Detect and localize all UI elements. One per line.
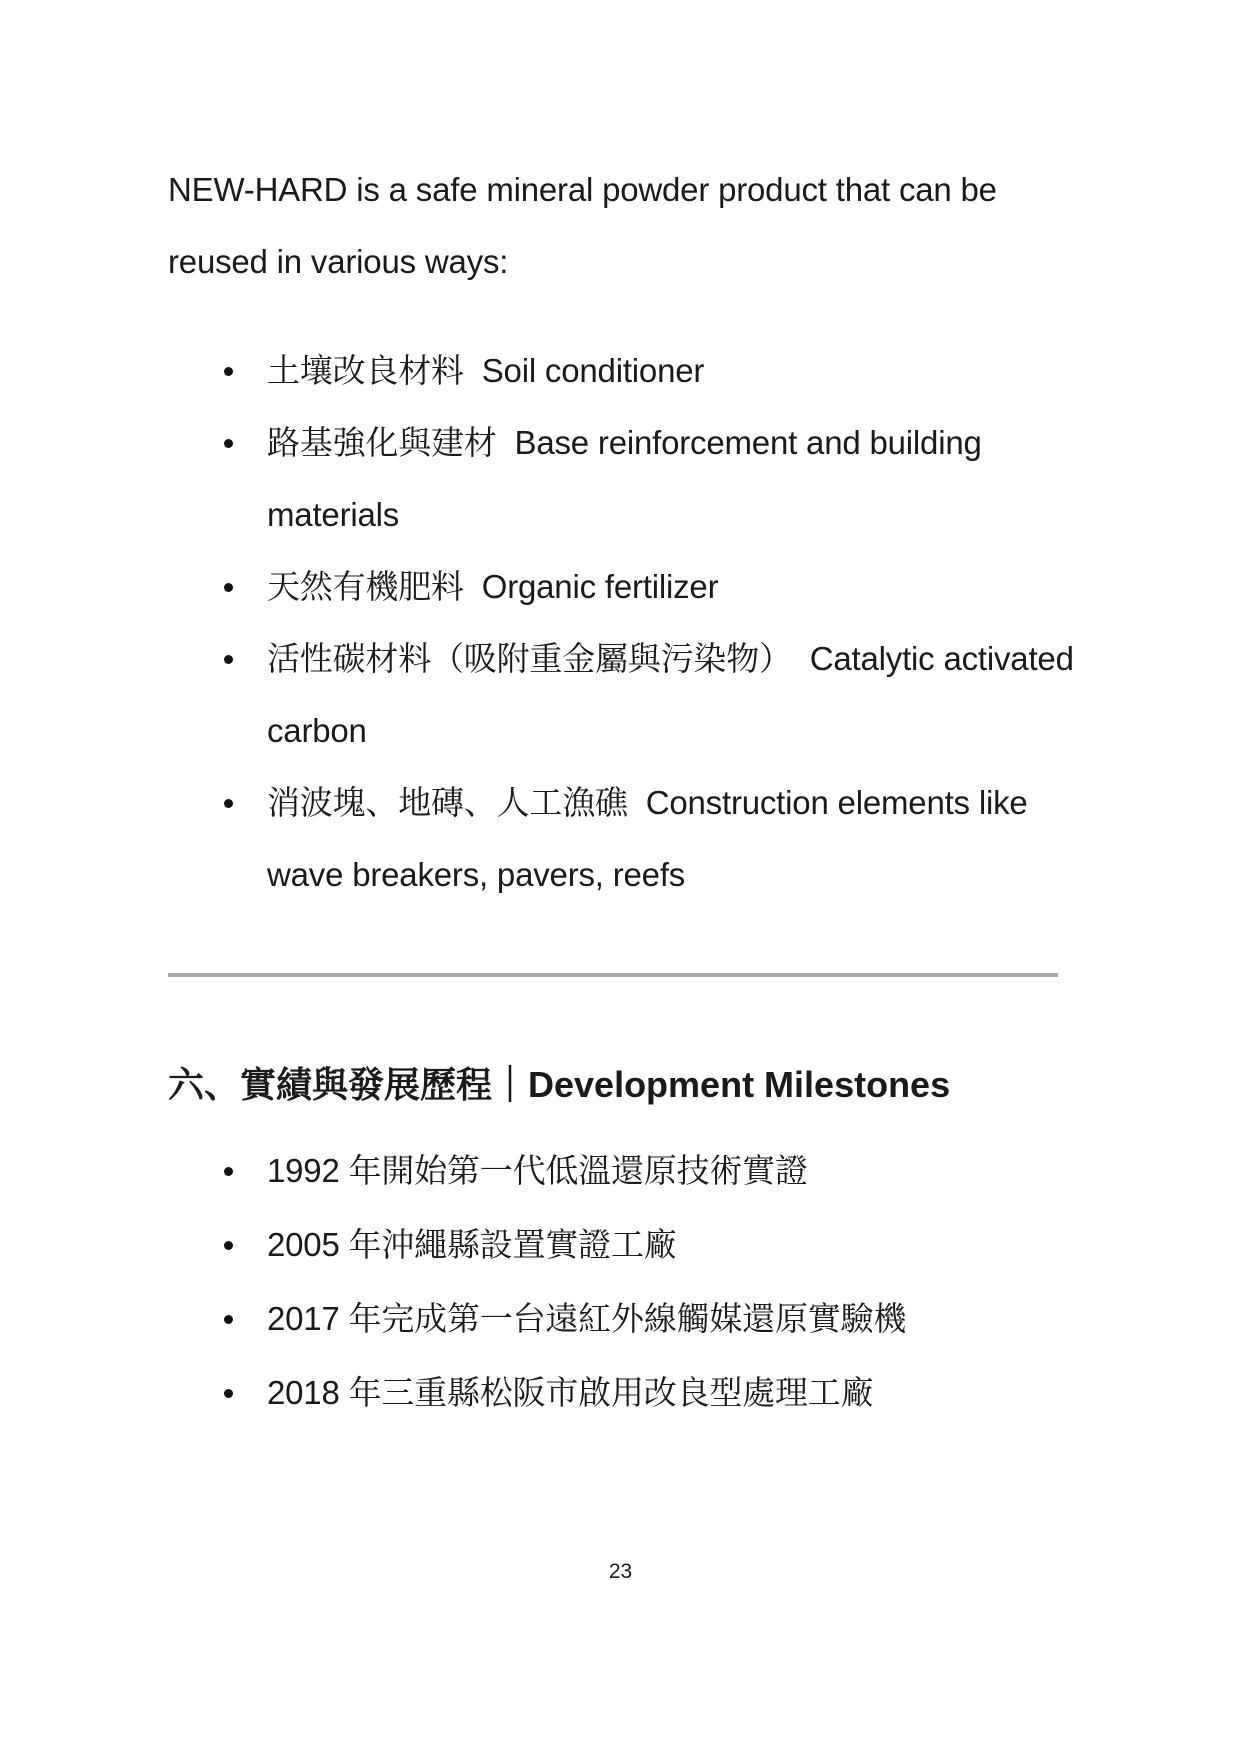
page-number: 23 (608, 1560, 633, 1583)
intro-paragraph (168, 154, 997, 298)
bullet-dot-icon (224, 1315, 233, 1324)
list-item-text: 消波塊、地磚、人工漁礁 Construction elements like (267, 784, 1028, 821)
section-heading: 六、實績與發展歷程｜Development Milestones (168, 1064, 951, 1105)
list-item-text: materials (267, 496, 400, 533)
list-item-text: 活性碳材料（吸附重金屬與污染物） Catalytic activated (267, 640, 1074, 677)
list-item-text: carbon (267, 712, 367, 749)
list-item (267, 1135, 906, 1207)
list-item-text: 2017 年完成第一台遠紅外線觸媒還原實驗機 (267, 1300, 907, 1337)
list-item (267, 1283, 906, 1355)
list-item-text: wave breakers, pavers, reefs (267, 856, 686, 893)
bullet-dot-icon (224, 367, 233, 376)
bullet-dot-icon (224, 583, 233, 592)
section-divider (168, 973, 1058, 977)
list-item (267, 551, 1074, 623)
list-item (267, 335, 1074, 407)
list-item-text: 2018 年三重縣松阪市啟用改良型處理工廠 (267, 1374, 874, 1411)
milestones-list (168, 1135, 906, 1431)
list-item-text: 土壤改良材料 Soil conditioner (267, 352, 705, 389)
bullet-dot-icon (224, 1167, 233, 1176)
bullet-dot-icon (224, 655, 233, 664)
bullet-dot-icon (224, 1389, 233, 1398)
list-item (267, 1209, 906, 1281)
intro-line: reused in various ways: (168, 243, 509, 280)
list-item-text: 1992 年開始第一代低溫還原技術實證 (267, 1152, 808, 1189)
bullet-dot-icon (224, 1241, 233, 1250)
list-item (267, 1357, 906, 1429)
list-item (267, 623, 1074, 767)
reuse-list (168, 335, 1074, 911)
list-item-text: 2005 年沖繩縣設置實證工廠 (267, 1226, 677, 1263)
list-item (267, 767, 1074, 911)
bullet-dot-icon (224, 439, 233, 448)
list-item (267, 407, 1074, 551)
intro-line: NEW-HARD is a safe mineral powder product that can be (168, 171, 997, 208)
list-item-text: 天然有機肥料 Organic fertilizer (267, 568, 719, 605)
bullet-dot-icon (224, 799, 233, 808)
list-item-text: 路基強化與建材 Base reinforcement and building (267, 424, 982, 461)
